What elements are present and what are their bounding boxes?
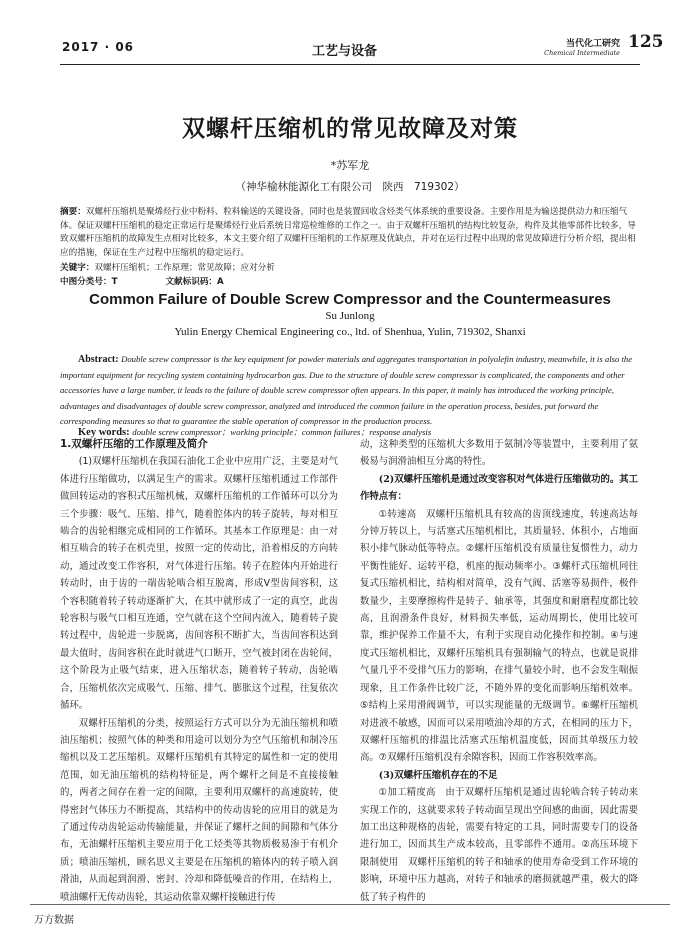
body-paragraph: 双螺杆压缩机的分类，按照运行方式可以分为无油压缩机和喷油压缩机；按照气体的种类和用途可以划分为空气压缩机和制冷压缩机以及工艺压缩机。双螺杆压缩机有其特定的属性和一定的使用范围，如无油压缩机的结构特征是，两个螺杆之间是不直接接触的，两者之间存在着一定的间隙，主要利用双螺杆的高速旋转，使得密封气体压力不断提高，其结构中的传动齿轮的应用目的就是为了通过传动齿轮运动传输能量，并保证了螺杆之间的间隙和气体分布，无油螺杆压缩机主要应用于化工烃类等其物质极易渗于有机介质；喷油压缩机，顾名思义主要是在压缩机的箱体内的转子喷入润滑油，从而起到润滑、密封、冷却和降低噪音的作用，在结构上，喷油螺杆无传动齿轮，其运动依靠双螺杆接触进行传	[60, 717, 338, 903]
english-abstract-text: Double screw compressor is the key equipment for powder materials and aggregates transportation in polyolefin industry, meanwhile, it is also the important equipment for recycling system containing hydrocarbon gas. Due to the structure of double screw compressor is complicated, the components and other accessories have a large number, it leads to the failure of double screw compressor often appears. In this paper, it mainly has introduced the working principle, advantages and disadvantages of double screw compressor, analyzed and introduced the common failure in the operation process, besides, put forward the corresponding measures so that to guarantee the stable operation of compressor in the production process.	[60, 354, 633, 427]
body-column-right	[360, 436, 638, 906]
clc-label: 中图分类号：	[60, 277, 112, 287]
section-heading: 1.双螺杆压缩的工作原理及简介	[60, 438, 208, 450]
english-author: Su Junlong	[325, 310, 375, 322]
body-paragraph: 动，这种类型的压缩机大多数用于氨制冷等装置中，主要利用了氨极易与润滑油相互分离的特性。	[360, 439, 638, 468]
english-abstract-label: Abstract	[78, 354, 116, 365]
article-title: 双螺杆压缩机的常见故障及对策	[182, 116, 518, 142]
journal-logo	[530, 36, 620, 57]
issue-date: 2017 · 06	[62, 40, 135, 54]
english-abstract: Abstract: Double screw compressor is the key equipment for powder materials and aggregates transportation in polyolefin industry, meanwhile, it is also the important equipment for recycling system containing hydrocarbon gas. Due to the structure of double screw compressor is complicated, the components and other accessories have a large number, it leads to the failure of double screw compressor often appears. In this paper, it mainly has introduced the working principle, advantages and disadvantages of double screw compressor, analyzed and introduced the common failure in the operation process, besides, put forward the corresponding measures so that to guarantee the stable operation of compressor in the production process.	[60, 354, 633, 427]
keywords-cn-text: 双螺杆压缩机；工作原理；常见故障；应对分析	[94, 263, 275, 273]
keywords-cn-label: 关键字：	[60, 263, 95, 273]
english-keywords-text: double screw compressor；working principle；common failures；response analysis	[132, 427, 432, 437]
clc-value: T	[111, 277, 118, 287]
footer-divider	[30, 904, 670, 905]
section-name: 工艺与设备	[312, 44, 378, 59]
abstract-cn-label: 摘要：	[60, 207, 86, 217]
abstract-cn	[60, 206, 640, 260]
footer-watermark: 万方数据	[34, 915, 74, 926]
journal-name-cn: 当代化工研究	[565, 39, 620, 49]
article-affiliation: （神华榆林能源化工有限公司 陕西 719302）	[235, 181, 465, 193]
subsection-heading: (2)双螺杆压缩机是通过改变容积对气体进行压缩做功的。其工作特点有：	[360, 473, 638, 503]
header-divider	[60, 64, 640, 65]
english-title: Common Failure of Double Screw Compressor and the Countermeasures	[89, 291, 611, 308]
doc-code-value: A	[217, 277, 224, 287]
abstract-cn-text: 双螺杆压缩机是聚烯烃行业中粉料、粒料输送的关键设备，同时也是装置回收含烃类气体系统的重要设备。主要作用是为输送提供动力和压缩气体。保证双螺杆压缩机的稳定正常运行是聚烯烃行业后系统日常巡检维修的工作之一。由于双螺杆压缩机的结构比较复杂，构件及其他零部件比较多，导致双螺杆压缩机的故障发生点相对比较多，本文主要介绍了双螺杆压缩机的工作原理及优缺点，并对在运行过程中出现的常见故障进行分析介绍，提出相应的措施，保证在生产过程中压缩机的稳定运行。	[60, 207, 636, 258]
classification-line	[60, 276, 640, 290]
body-column-left	[60, 436, 338, 906]
english-keywords-label: Key words	[78, 427, 127, 438]
page-header	[0, 0, 700, 70]
keywords-cn	[60, 262, 640, 276]
doc-code-label: 文献标识码：	[165, 277, 218, 287]
english-affiliation: Yulin Energy Chemical Engineering co., ltd. of Shenhua, Yulin, 719302, Shanxi	[174, 326, 526, 338]
body-paragraph: ①加工精度高 由于双螺杆压缩机是通过齿轮啮合转子转动来实现工作的，这就要求转子转动面呈现出空间感的曲面，因此需要加工出这种规格的齿轮，需要有特定的工具，同时需要专门的设备进行加工，因而其生产成本较高，且零部件不通用。②高压环境下限制使用 双螺杆压缩机的转子和轴承的使用寿命受到工作环境的影响，环境中压力越高，对转子和轴承的磨损就越严重，极大的降低了转子构件的	[360, 787, 638, 903]
journal-name-en: Chemical Intermediate	[544, 49, 620, 57]
article-author: *苏军龙	[330, 159, 370, 172]
page-number: 125	[628, 32, 664, 52]
body-paragraph: ①转速高 双螺杆压缩机具有较高的齿顶线速度，转速高达每分钟万转以上，与活塞式压缩机相比，其质量轻、体积小，占地面积小排气脉动低等特点。②螺杆压缩机没有质量往复惯性力，动力平衡性能好、运转平稳，机座的振动频率小。③螺杆式压缩机同往复式压缩机相比，结构相对简单，没有气阀、活塞等易损件，极件数量少，主要摩擦构件是转子、轴承等，其强度和耐磨程度都比较高，且润滑条件良好，材料损失率低，运动周期长，使用比较可靠，维护保养工作量不大，有利于实现自动化操作和控制。④与速度式压缩机相比，双螺杆压缩机具有强制输气的特点，也就是说排气量几乎不受排气压力的影响，在排气量较小时，也不会发生喘振现象，且工作条件比较广泛，不随外界的变化而影响压缩机效率。⑤结构上采用滑阀调节，可以实现能量的无级调节。⑥螺杆压缩机对进液不敏感，因而可以采用喷油冷却的方式，在相同的压力下，双螺杆压缩机的排温比活塞式压缩机温度低，因而其单级压力较高。⑦双螺杆压缩机没有余隙容积，因而工作容积效率高。	[360, 508, 638, 764]
body-paragraph: (1)双螺杆压缩机在我国石油化工企业中应用广泛，主要是对气体进行压缩做功，以满足生产的需求。双螺杆压缩机通过工作部件做回转运动的容积式压缩机械，双螺杆压缩机的工作循环可以分为三个步骤：吸气、压缩、排气，随着腔体内的转子旋转，每对相互啮合的齿轮相继完成相同的工作循环。其基本工作原理是：由一对相互啮合的转子在机壳里，按照一定的传动比，沿着相反的方向转动，通过改变工作容积，对气体进行压缩。转子在腔体内开始进行转动时，由于齿的一端齿轮啮合相互脱离，形成V型齿间容积，这个容积随着转子转动逐渐扩大，在其中就形成了一定的真空，此齿轮容积与吸气口相互连通，空气就在这个空间内流入，随着转子旋转过程中，齿轮进一步脱离，齿间容积不断扩大，当齿间容积达到最大值时，齿间容积在此时就进气口断开，空气被封闭在齿轮间，这个阶段为止吸气结束，进入压缩状态，随着转子转动，齿轮啮合，压缩机依次完成吸气、压缩、排气、膨胀这个过程，往复依次循环。	[60, 456, 338, 712]
english-keywords: Key words: double screw compressor；working principle；common failures；response analysis	[78, 427, 432, 438]
subsection-heading: (3)双螺杆压缩机存在的不足	[378, 769, 498, 781]
